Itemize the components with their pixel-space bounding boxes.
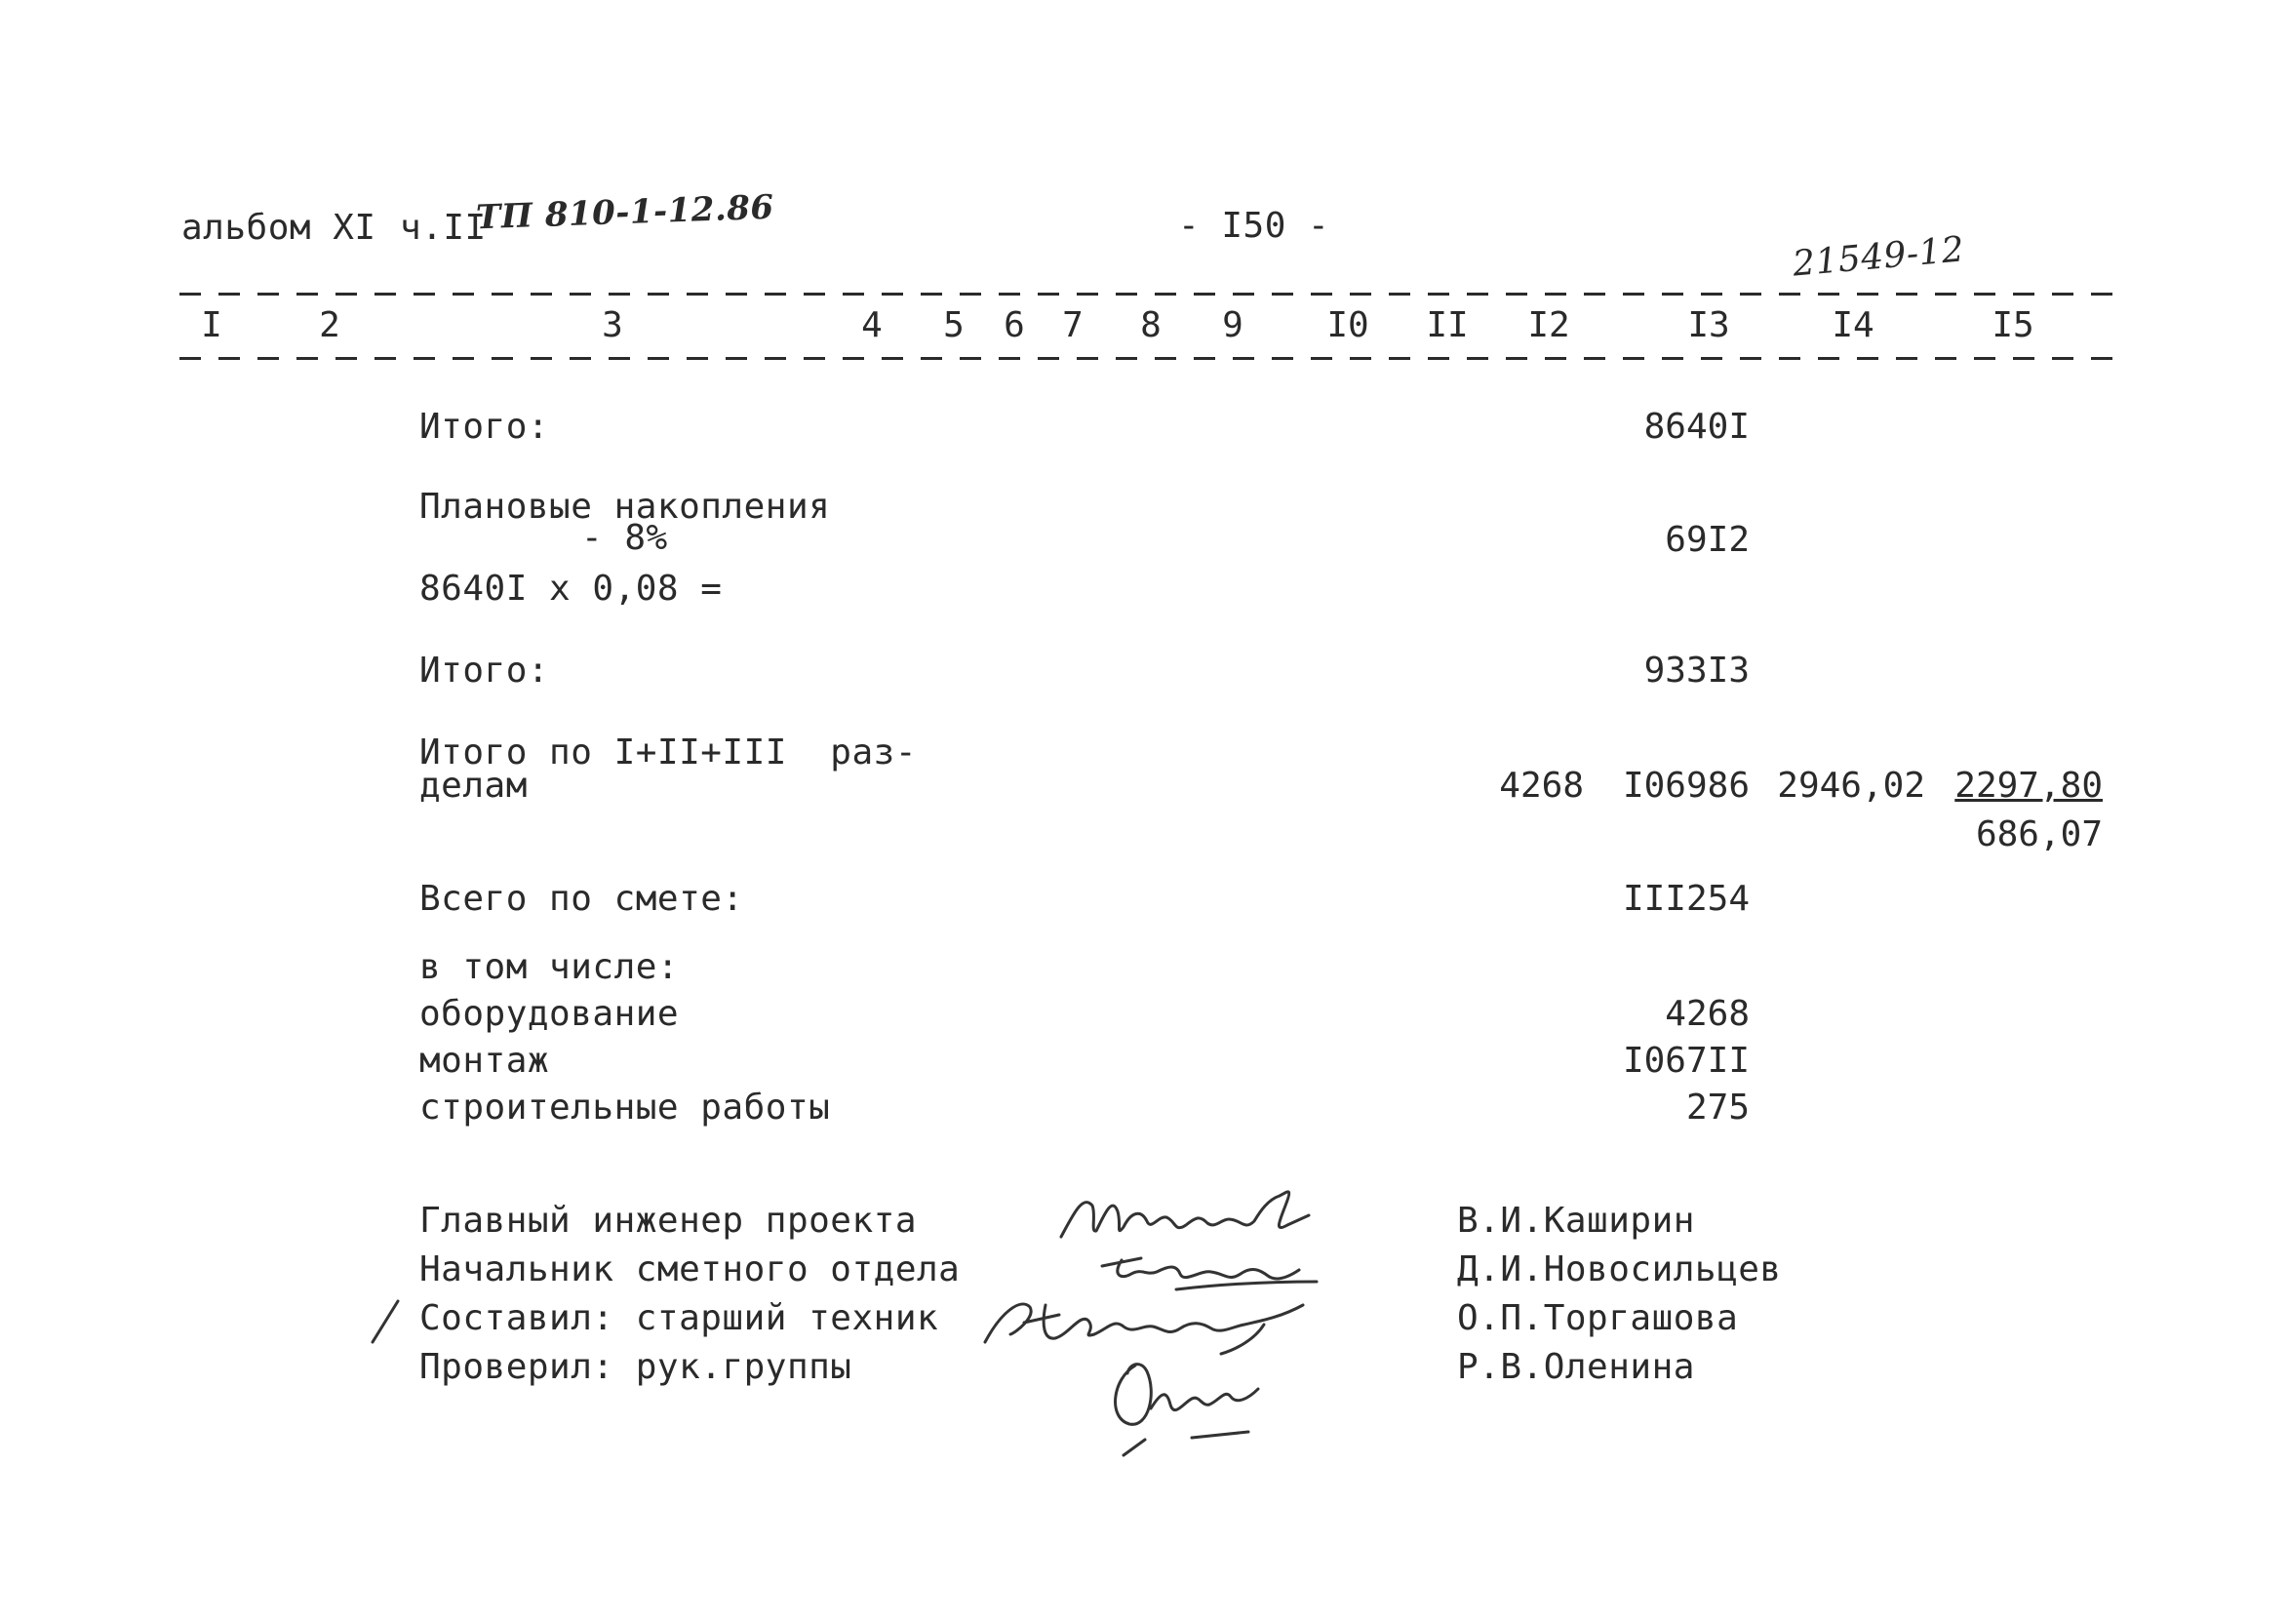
column-number: 6 [1004, 305, 1025, 345]
construction-value: 275 [1685, 1088, 1750, 1128]
check-mark [367, 1297, 406, 1346]
column-number: 8 [1140, 305, 1162, 345]
total-label: Итого: [419, 407, 550, 447]
construction-label: строительные работы [419, 1088, 831, 1128]
table-bottom-rule [179, 357, 2128, 360]
project-code: ТП 810-1-12.86 [475, 187, 775, 238]
inventory-number: 21549-12 [1791, 229, 1966, 285]
sections-total-label: Итого по I+II+III раз- [419, 733, 917, 772]
column-number: I0 [1326, 305, 1369, 345]
signatory-name: В.И.Каширин [1457, 1201, 1695, 1241]
signatory-role: Главный инженер проекта [419, 1201, 917, 1241]
page-number: - I50 - [1178, 206, 1330, 246]
subtotal-value: 933I3 [1643, 651, 1750, 691]
sections-total-c14: 2946,02 [1777, 766, 1925, 806]
signature-reviewer [1102, 1350, 1297, 1457]
column-number: I3 [1687, 305, 1730, 345]
grand-total-value: III254 [1622, 879, 1750, 919]
column-number: I5 [1992, 305, 2034, 345]
signatory-role: Начальник сметного отдела [419, 1249, 961, 1289]
signatory-name: Р.В.Оленина [1457, 1347, 1695, 1387]
grand-total-label: Всего по смете: [419, 879, 744, 919]
column-number: 9 [1222, 305, 1243, 345]
equipment-value: 4268 [1665, 994, 1750, 1034]
subtotal-label: Итого: [419, 651, 550, 691]
column-number: 4 [861, 305, 883, 345]
signatory-name: Д.И.Новосильцев [1457, 1249, 1782, 1289]
table-top-rule [179, 293, 2128, 296]
sections-total-value: I06986 [1622, 766, 1750, 806]
column-number: I2 [1527, 305, 1570, 345]
including-label: в том числе: [419, 947, 680, 987]
column-number: 5 [943, 305, 965, 345]
column-number: II [1426, 305, 1469, 345]
equipment-label: оборудование [419, 994, 680, 1034]
signatory-name: О.П.Торгашова [1457, 1298, 1739, 1338]
column-number: I [201, 305, 222, 345]
planned-savings-rate: - 8% [581, 518, 668, 558]
sections-total-c15: 2297,80 [1954, 766, 2103, 806]
signatory-role: Проверил: рук.группы [419, 1347, 852, 1387]
sections-total-c15-sub: 686,07 [1975, 814, 2103, 854]
part-label: ч.II [400, 208, 487, 248]
sections-total-equipment: 4268 [1499, 766, 1584, 806]
column-number: I4 [1832, 305, 1874, 345]
album-label: альбом XI [181, 208, 376, 248]
planned-savings-label: Плановые накопления [419, 487, 831, 527]
sections-total-label-cont: делам [419, 766, 528, 806]
column-number: 2 [319, 305, 340, 345]
column-number: 7 [1062, 305, 1084, 345]
planned-savings-formula: 8640I x 0,08 = [419, 569, 723, 609]
mounting-value: I067II [1622, 1041, 1750, 1081]
column-number: 3 [602, 305, 623, 345]
planned-savings-value: 69I2 [1665, 520, 1750, 560]
mounting-label: монтаж [419, 1041, 550, 1081]
signatory-role: Составил: старший техник [419, 1298, 939, 1338]
total-value: 8640I [1643, 407, 1750, 447]
